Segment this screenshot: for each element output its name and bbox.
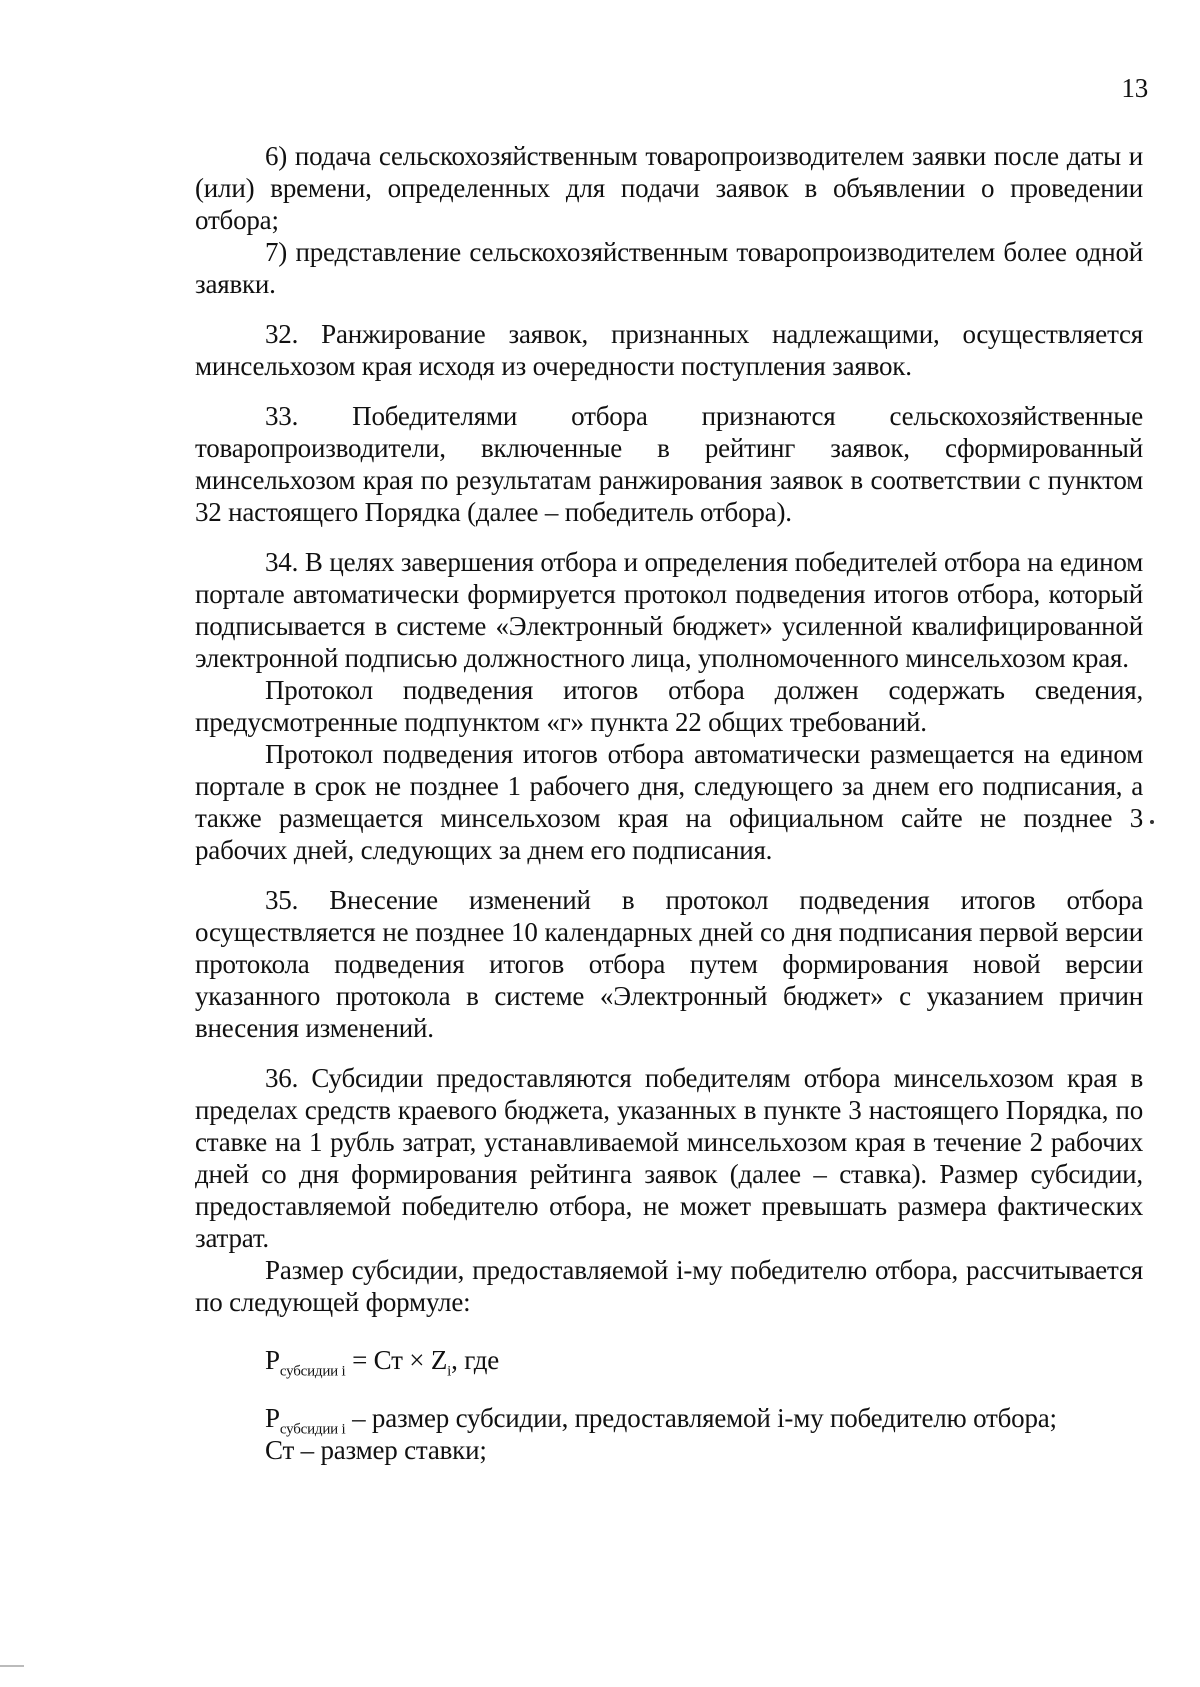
scan-edge-mark: [0, 1665, 24, 1667]
paragraph-36: 36. Субсидии предоставляются победителям отбора минсельхозом края в пределах средств краевого бюджета, указанных в пункте 3 настоящего Порядка, по ставке на 1 рубль затрат, устанавливаемой минсельхозом края в течение 2 рабочих дней со дня формирования рейтинга заявок (далее – ставка). Размер субсидии, предоставляемой победителю отбора, не может превышать размера фактических затрат.: [195, 1063, 1143, 1253]
formula-suffix: , где: [451, 1345, 500, 1375]
definition-subsidy-text: – размер субсидии, предоставляемой i-му победителю отбора;: [345, 1403, 1057, 1433]
paragraph-33: 33. Победителями отбора признаются сельскохозяйственные товаропроизводители, включенные в рейтинг заявок, сформированный минсельхозом края по результатам ранжирования заявок в соответствии с пунктом 32 настоящего Порядка (далее – победитель отбора).: [195, 401, 1143, 527]
paragraph-35: 35. Внесение изменений в протокол подведения итогов отбора осуществляется не позднее 10 календарных дней со дня подписания первой версии протокола подведения итогов отбора путем формирования новой версии указанного протокола в системе «Электронный бюджет» с указанием причин внесения изменений.: [195, 885, 1143, 1043]
paragraph-item-7: 7) представление сельскохозяйственным товаропроизводителем более одной заявки.: [195, 237, 1143, 299]
definition-rate: [195, 1434, 1143, 1466]
scan-dot-mark: [1150, 820, 1154, 824]
definition-subsidy-subscript: субсидии i: [279, 1421, 346, 1438]
paragraph-36-formula-intro: Размер субсидии, предоставляемой i-му победителю отбора, рассчитывается по следующей формуле:: [195, 1255, 1143, 1317]
formula-lhs-subscript: субсидии i: [279, 1363, 346, 1380]
definition-subsidy-symbol: Р: [265, 1403, 280, 1433]
definition-subsidy: [195, 1402, 1143, 1438]
paragraph-34-protocol-content: Протокол подведения итогов отбора должен содержать сведения, предусмотренные подпунктом «г» пункта 22 общих требований.: [195, 675, 1143, 737]
subsidy-formula: [195, 1344, 1143, 1380]
paragraph-34-protocol-placement: Протокол подведения итогов отбора автоматически размещается на едином портале в срок не позднее 1 рабочего дня, следующего за днем его подписания, а также размещается минсельхозом края на официальном сайте не позднее 3 рабочих дней, следующих за днем его подписания.: [195, 739, 1143, 865]
page-number: 13: [1121, 73, 1148, 103]
formula-rhs: = Ст × Z: [345, 1345, 448, 1375]
paragraph-item-6: 6) подача сельскохозяйственным товаропроизводителем заявки после даты и (или) времени, определенных для подачи заявок в объявлении о проведении отбора;: [195, 141, 1143, 235]
formula-definitions: [195, 1402, 1143, 1466]
formula-rhs-subscript: i: [447, 1363, 452, 1380]
definition-rate-text: Ст – размер ставки;: [265, 1435, 487, 1465]
paragraph-34: 34. В целях завершения отбора и определения победителей отбора на едином портале автоматически формируется протокол подведения итогов отбора, который подписывается в системе «Электронный бюджет» усиленной квалифицированной электронной подписью должностного лица, уполномоченного минсельхозом края.: [195, 547, 1143, 673]
formula-lhs: Р: [265, 1345, 280, 1375]
document-body: [195, 140, 1143, 1466]
paragraph-32: 32. Ранжирование заявок, признанных надлежащими, осуществляется минсельхозом края исходя из очередности поступления заявок.: [195, 319, 1143, 381]
